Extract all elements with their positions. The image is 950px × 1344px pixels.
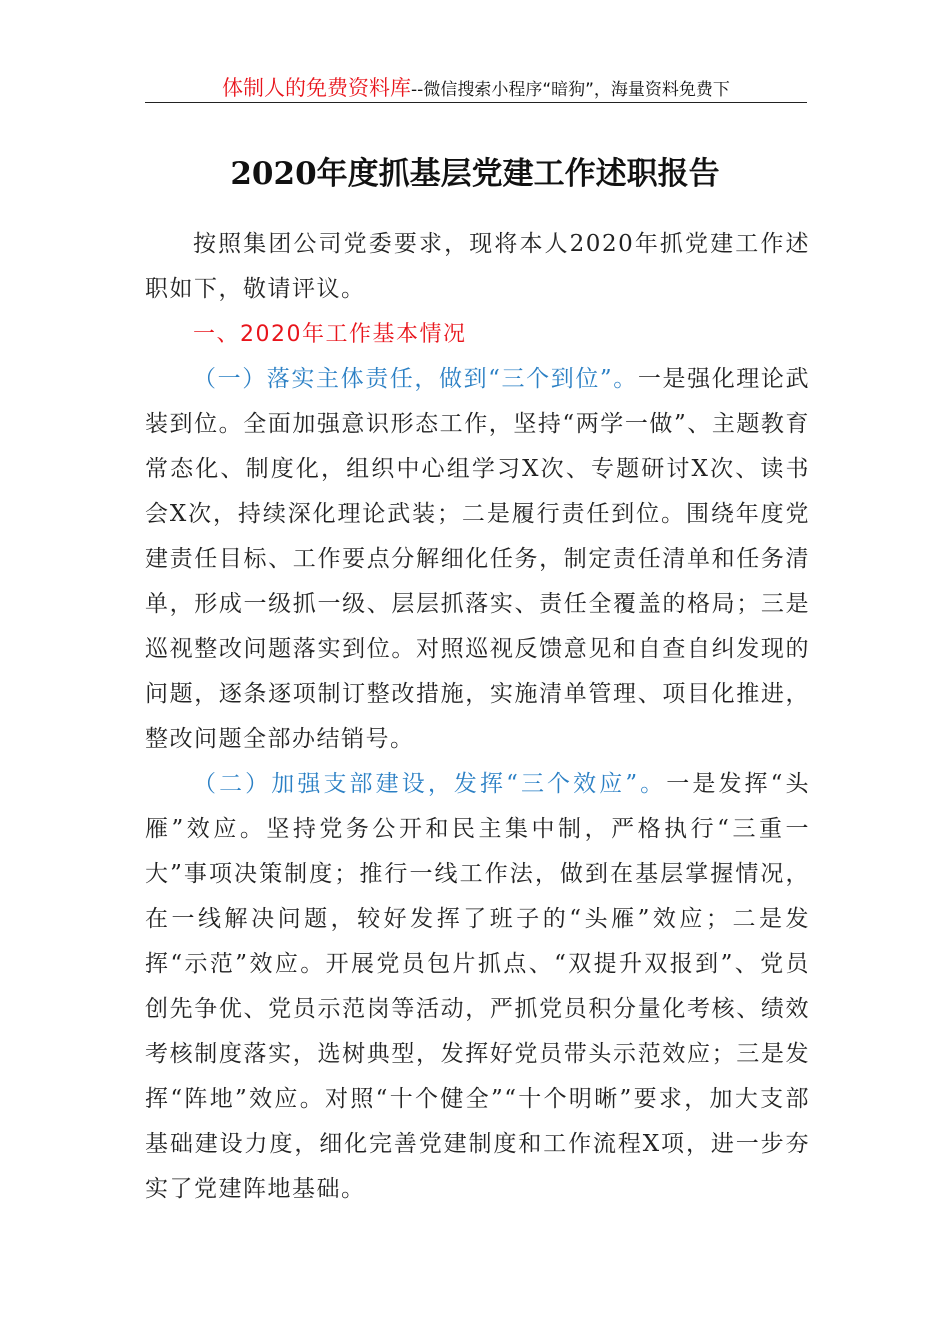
paragraph-2	[145, 762, 810, 1212]
paragraph-1	[145, 357, 810, 762]
document-body	[145, 222, 810, 1212]
header-slogan: --微信搜索小程序“暗狗”，海量资料免费下	[411, 80, 730, 100]
intro-paragraph: 按照集团公司党委要求，现将本人2020年抓党建工作述职如下，敬请评议。	[145, 231, 810, 302]
page-header	[145, 72, 807, 103]
header-brand: 体制人的免费资料库	[222, 76, 412, 100]
paragraph-1-subhead: （一）落实主体责任，做到“三个到位”。	[193, 366, 638, 392]
paragraph-2-text: 一是发挥“头雁”效应。坚持党务公开和民主集中制，严格执行“三重一大”事项决策制度；推行一线工作法，做到在基层掌握情况，在一线解决问题，较好发挥了班子的“头雁”效应；二是发挥“示范”效应。开展党员包片抓点、“双提升双报到”、党员创先争优、党员示范岗等活动，严抓党员积分量化考核、绩效考核制度落实，选树典型，发挥好党员带头示范效应；三是发挥“阵地”效应。对照“十个健全”“十个明晰”要求，加大支部基础建设力度，细化完善党建制度和工作流程X项，进一步夯实了党建阵地基础。	[145, 771, 810, 1202]
paragraph-2-subhead: （二）加强支部建设，发挥“三个效应”。	[193, 771, 667, 797]
section-heading	[145, 312, 810, 357]
paragraph-1-text: 一是强化理论武装到位。全面加强意识形态工作，坚持“两学一做”、主题教育常态化、制度化，组织中心组学习X次、专题研讨X次、读书会X次，持续深化理论武装；二是履行责任到位。围绕年度党建责任目标、工作要点分解细化任务，制定责任清单和任务清单，形成一级抓一级、层层抓落实、责任全覆盖的格局；三是巡视整改问题落实到位。对照巡视反馈意见和自查自纠发现的问题，逐条逐项制订整改措施，实施清单管理、项目化推进，整改问题全部办结销号。	[145, 366, 810, 752]
document-title: 2020年度抓基层党建工作述职报告	[230, 156, 720, 192]
section1-heading: 一、2020年工作基本情况	[193, 322, 467, 347]
